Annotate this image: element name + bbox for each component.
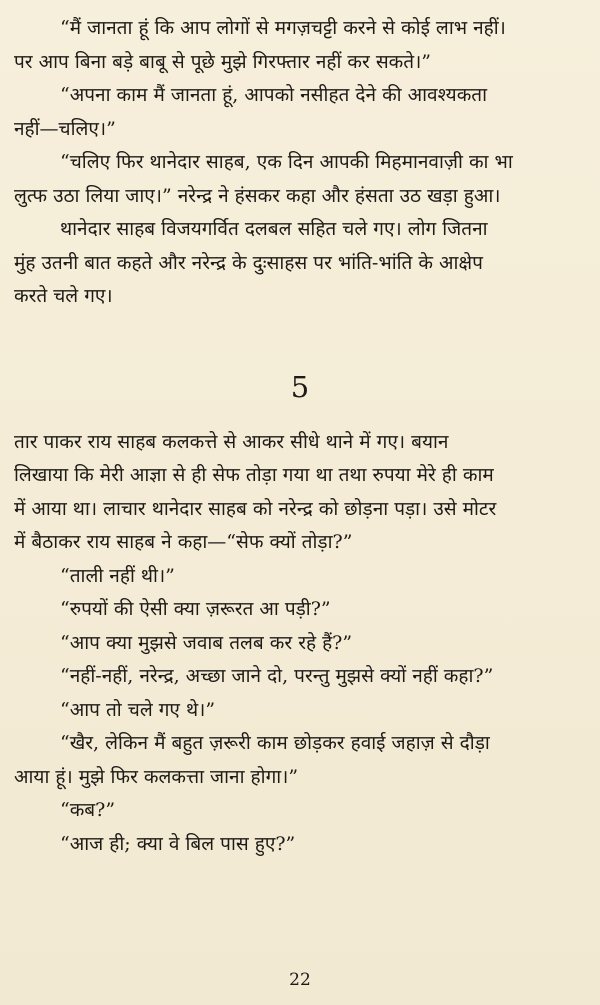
text-line: “खैर, लेकिन मैं बहुत ज़रूरी काम छोड़कर हवाई जहाज़ से दौड़ा [60, 732, 490, 754]
text-line: लिखाया कि मेरी आज्ञा से ही सेफ तोड़ा गया था तथा रुपया मेरे ही काम [14, 464, 494, 486]
text-line: “ताली नहीं थी।” [60, 564, 175, 587]
chapter-number: 5 [290, 369, 310, 404]
text-line: आया हूं। मुझे फिर कलकत्ता जाना होगा।” [14, 765, 299, 788]
text-line: “नहीं-नहीं, नरेन्द्र, अच्छा जाने दो, परन्तु मुझसे क्यों नहीं कहा?” [60, 665, 494, 687]
text-line: करते चले गए। [14, 285, 113, 307]
page-number: 22 [289, 970, 311, 990]
text-line: में बैठाकर राय साहब ने कहा—“सेफ क्यों तोड़ा?” [14, 531, 353, 553]
text-line: “आज ही; क्या वे बिल पास हुए?” [60, 832, 296, 855]
text-line: थानेदार साहब विजयगर्वित दलबल सहित चले गए। लोग जितना [60, 218, 488, 240]
text-line: “रुपयों की ऐसी क्या ज़रूरत आ पड़ी?” [60, 598, 331, 620]
text-line: “चलिए फिर थानेदार साहब, एक दिन आपकी मिहमानवाज़ी का भा [60, 151, 513, 173]
text-line: “आप तो चले गए थे।” [60, 698, 216, 721]
text-line: “कब?” [60, 799, 116, 821]
text-line: “आप क्या मुझसे जवाब तलब कर रहे हैं?” [60, 631, 353, 654]
text-line: में आया था। लाचार थानेदार साहब को नरेन्द्र को छोड़ना पड़ा। उसे मोटर [14, 497, 497, 520]
text-line: “अपना काम मैं जानता हूं, आपको नसीहत देने की आवश्यकता [60, 84, 488, 106]
text-line: नहीं—चलिए।” [14, 117, 116, 140]
text-line: “मैं जानता हूं कि आप लोगों से मगज़चट्टी करने से कोई लाभ नहीं। [60, 17, 506, 39]
text-line: मुंह उतनी बात कहते और नरेन्द्र के दुःसाहस पर भांति-भांति के आक्षेप [14, 251, 483, 274]
text-line: पर आप बिना बड़े बाबू से पूछे मुझे गिरफ्तार नहीं कर सकते।” [14, 50, 432, 73]
text-line: तार पाकर राय साहब कलकत्ते से आकर सीधे थाने में गए। बयान [14, 430, 449, 453]
text-line: लुत्फ उठा लिया जाए।” नरेन्द्र ने हंसकर कहा और हंसता उठ खड़ा हुआ। [14, 184, 501, 207]
